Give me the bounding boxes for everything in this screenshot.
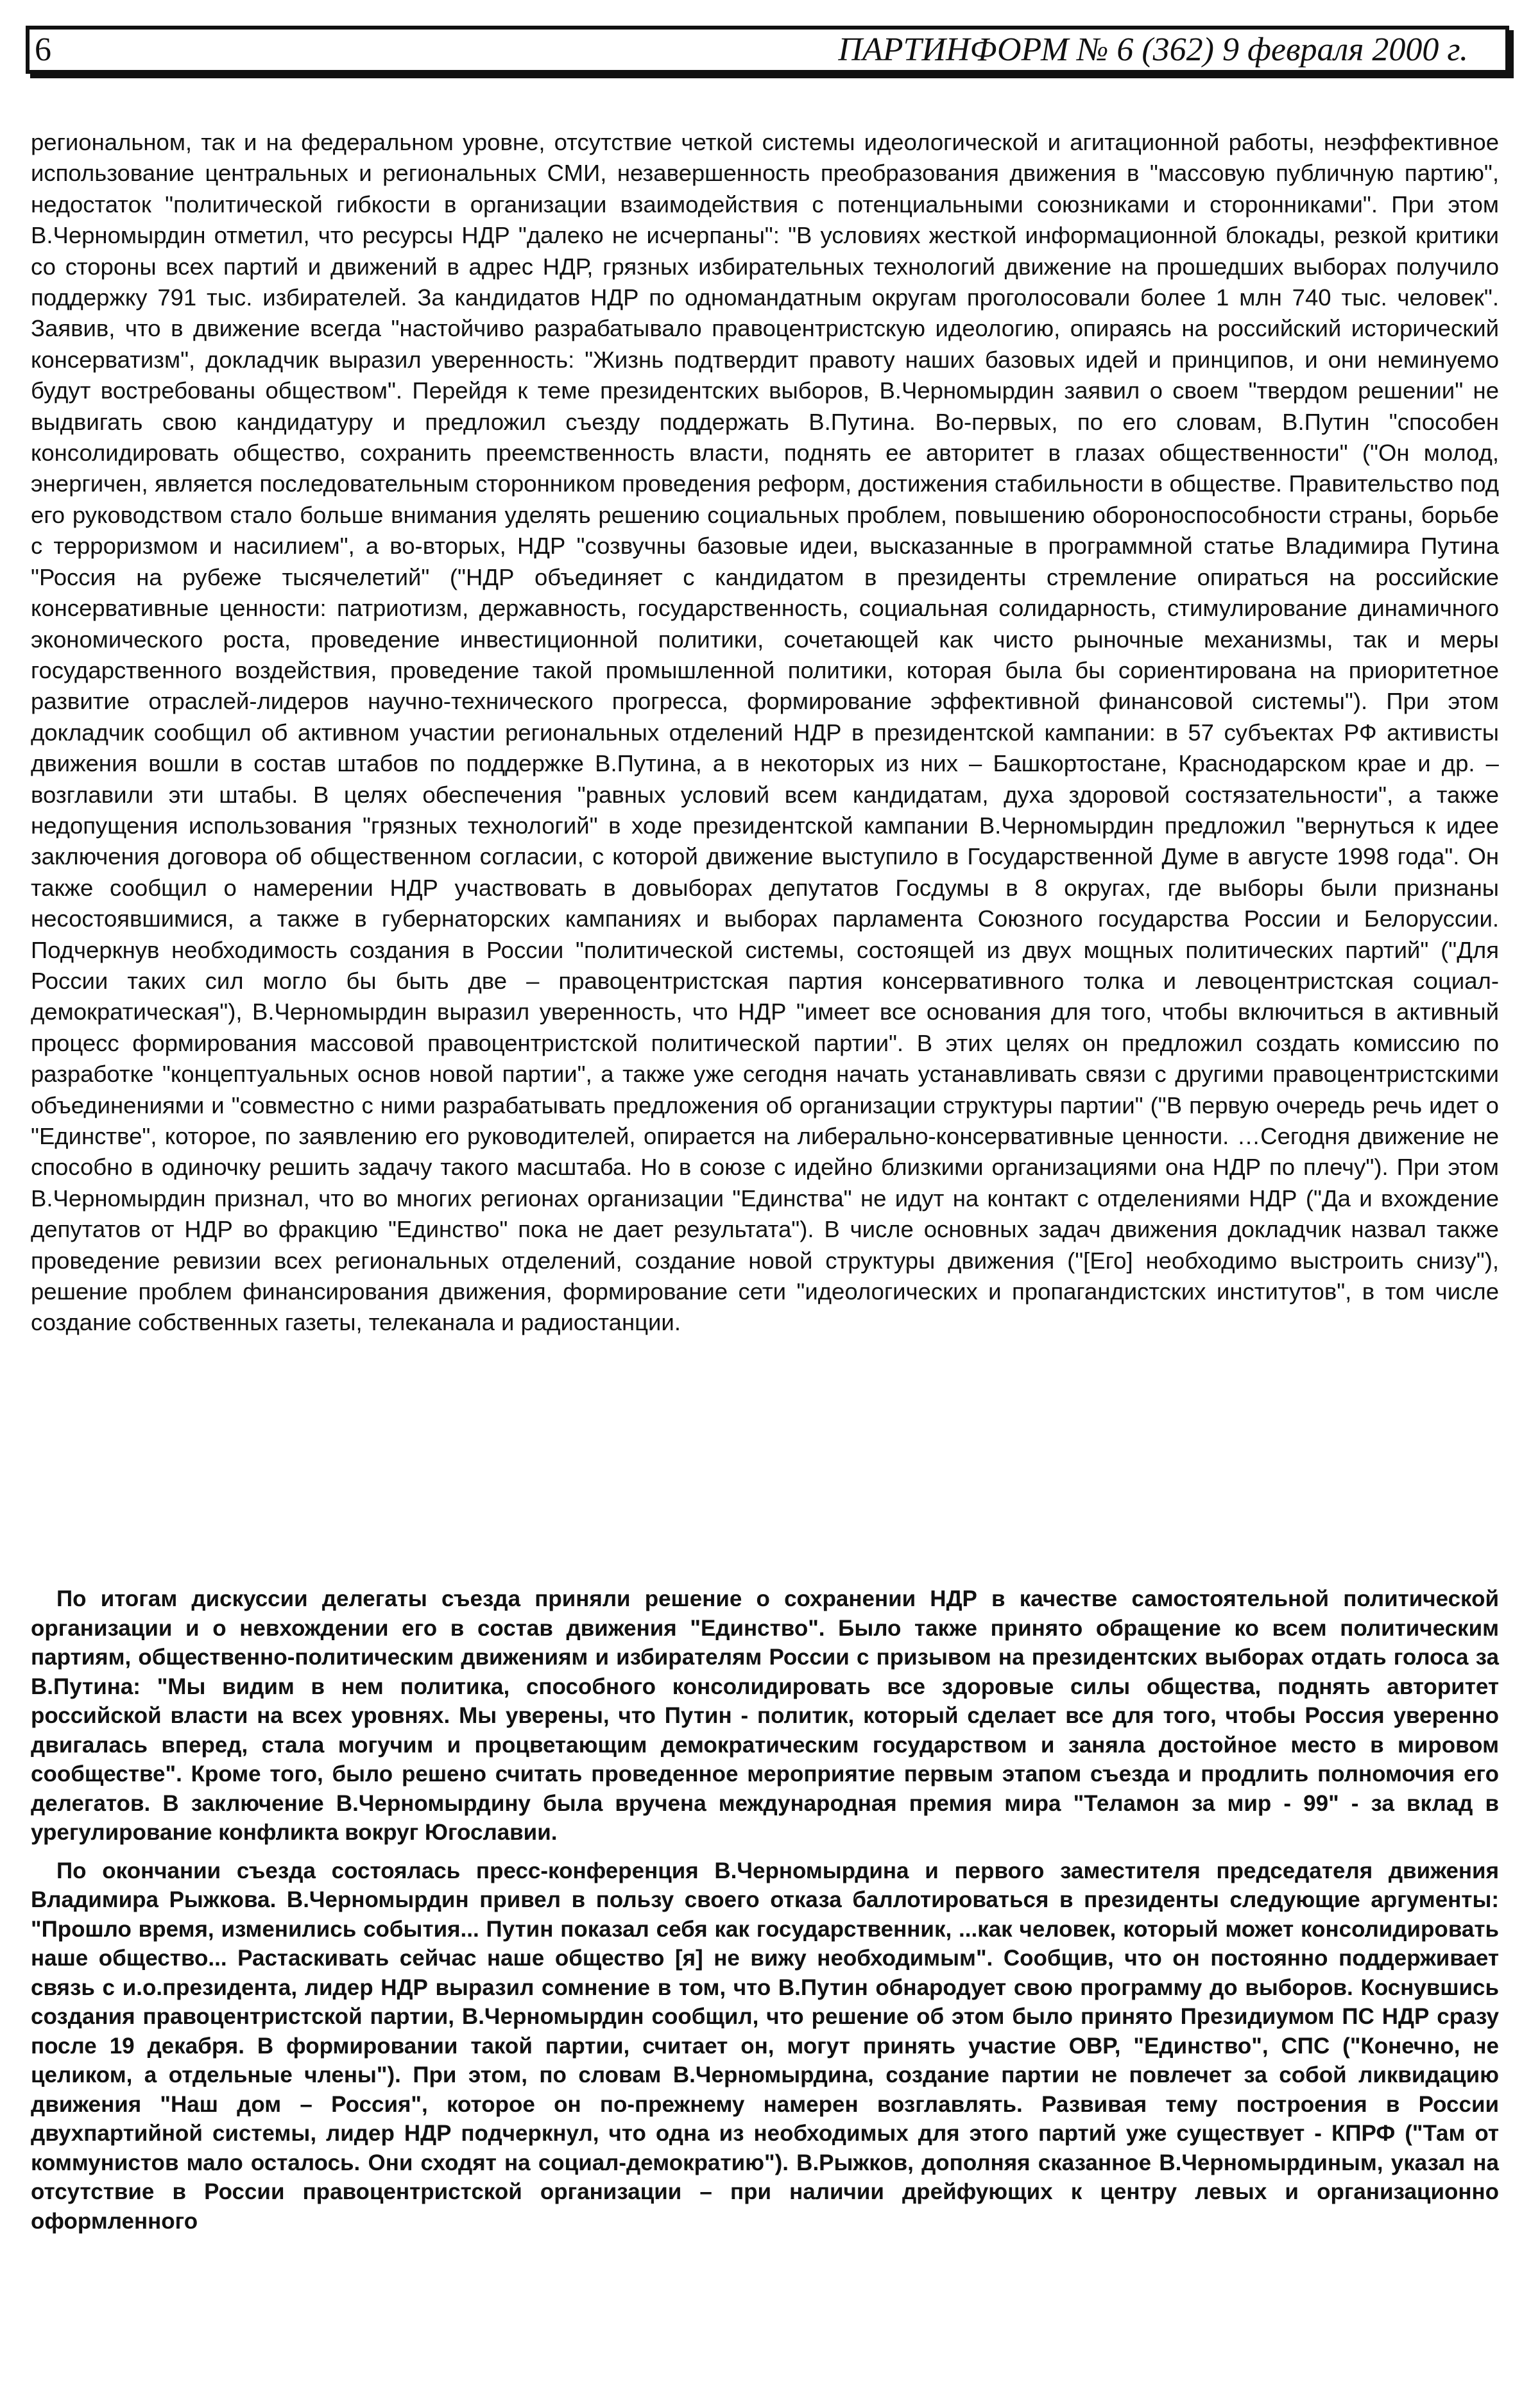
issue-line: ПАРТИНФОРМ № 6 (362) 9 февраля 2000 г. xyxy=(838,31,1468,68)
page-number: 6 xyxy=(35,31,51,68)
article-body xyxy=(31,127,1499,1339)
page-header xyxy=(26,26,1509,74)
article-paragraph: региональном, так и на федеральном уровне, отсутствие четкой системы идеологической и агитационной работы, неэффективное использование центральных и региональных СМИ, незавершенность преобразования движения в "массовую публичную партию", недостаток "политической гибкости в организации взаимодействия с потенциальными союзниками и сторонниками". При этом В.Черномырдин отметил, что ресурсы НДР "далеко не исчерпаны": "В условиях жесткой информационной блокады, резкой критики со стороны всех партий и движений в адрес НДР, грязных избирательных технологий движение на прошедших выборах получило поддержку 791 тыс. избирателей. За кандидатов НДР по одномандатным округам проголосовали более 1 млн 740 тыс. человек". Заявив, что в движение всегда "настойчиво разрабатывало правоцентристскую идеологию, опираясь на российский исторический консерватизм", докладчик выразил уверенность: "Жизнь подтвердит правоту наших базовых идей и принципов, и они неминуемо будут востребованы обществом". Перейдя к теме президентских выборов, В.Черномырдин заявил о своем "твердом решении" не выдвигать свою кандидатуру и предложил съезду поддержать В.Путина. Во-первых, по его словам, В.Путин "способен консолидировать общество, сохранить преемственность власти, поднять ее авторитет в глазах общественности" ("Он молод, энергичен, является последовательным сторонником проведения реформ, достижения стабильности в обществе. Правительство под его руководством стало больше внимания уделять решению социальных проблем, повышению обороноспособности страны, борьбе с терроризмом и насилием", а во-вторых, НДР "созвучны базовые идеи, высказанные в программной статье Владимира Путина "Россия на рубеже тысячелетий" ("НДР объединяет с кандидатом в президенты стремление опираться на российские консервативные ценности: патриотизм, державность, государственность, социальная солидарность, стимулирование динамичного экономического роста, проведение инвестиционной политики, сочетающей как чисто рыночные механизмы, так и меры государственного воздействия, проведение такой промышленной политики, которая была бы сориентирована на приоритетное развитие отраслей-лидеров научно-технического прогресса, формирование эффективной финансовой системы"). При этом докладчик сообщил об активном участии региональных отделений НДР в президентской кампании: в 57 субъектах РФ активисты движения вошли в состав штабов по поддержке В.Путина, а в некоторых из них – Башкортостане, Краснодарском крае и др. – возглавили эти штабы. В целях обеспечения "равных условий всем кандидатам, духа здоровой состязательности", а также недопущения использования "грязных технологий" в ходе президентской кампании В.Черномырдин предложил "вернуться к идее заключения договора об общественном согласии, с которой движение выступило в Государственной Думе в августе 1998 года". Он также сообщил о намерении НДР участвовать в довыборах депутатов Госдумы в 8 округах, где выборы были признаны несостоявшимися, а также в губернаторских кампаниях и выборах парламента Союзного государства России и Белоруссии. Подчеркнув необходимость создания в России "политической системы, состоящей из двух мощных политических партий" ("Для России таких сил могло бы быть две – правоцентристская партия консервативного толка и левоцентристская социал-демократическая"), В.Черномырдин выразил уверенность, что НДР "имеет все основания для того, чтобы включиться в активный процесс формирования массовой правоцентристской политической партии". В этих целях он предложил создать комиссию по разработке "концептуальных основ новой партии", а также уже сегодня начать устанавливать связи с другими правоцентристскими объединениями и "совместно с ними разрабатывать предложения об организации структуры партии" ("В первую очередь речь идет о "Единстве", которое, по заявлению его руководителей, опирается на либерально-консервативные ценности. …Сегодня движение не способно в одиночку решить задачу такого масштаба. Но в союзе с идейно близкими организациями она НДР по плечу"). При этом В.Черномырдин признал, что во многих регионах организации "Единства" не идут на контакт с отделениями НДР ("Да и вхождение депутатов от НДР во фракцию "Единство" пока не дает результата"). В числе основных задач движения докладчик назвал также проведение ревизии всех региональных отделений, создание новой структуры движения ("[Его] необходимо выстроить снизу"), решение проблем финансирования движения, формирование сети "идеологических и пропагандистских институтов", в том числе создание собственных газеты, телеканала и радиостанции. xyxy=(31,129,1499,1336)
article-paragraph: По итогам дискуссии делегаты съезда приняли решение о сохранении НДР в качестве самостоятельной политической организации и о невхождении его в состав движения "Единство". Было также принято обращение ко всем политическим партиям, общественно-политическим движениям и избирателям России с призывом на президентских выборах отдать голоса за В.Путина: "Мы видим в нем политика, способного консолидировать все здоровые силы общества, поднять авторитет российской власти на всех уровнях. Мы уверены, что Путин - политик, который сделает все для того, чтобы Россия уверенно двигалась вперед, стала могучим и процветающим демократическим государством и заняла достойное место в мировом сообществе". Кроме того, было решено считать проведенное мероприятие первым этапом съезда и продлить полномочия его делегатов. В заключение В.Черномырдину была вручена международная премия мира "Теламон за мир - 99" - за вклад в урегулирование конфликта вокруг Югославии. xyxy=(31,1586,1499,1845)
article-bold-section xyxy=(31,1584,1499,2245)
article-paragraph: По окончании съезда состоялась пресс-конференция В.Черномырдина и первого заместителя председателя движения Владимира Рыжкова. В.Черномырдин привел в пользу своего отказа баллотироваться в президенты следующие аргументы: "Прошло время, изменились события... Путин показал себя как государственник, ...как человек, который может консолидировать наше общество... Растаскивать сейчас наше общество [я] не вижу необходимым". Сообщив, что он постоянно поддерживает связь с и.о.президента, лидер НДР выразил сомнение в том, что В.Путин обнародует свою программу до выборов. Коснувшись создания правоцентристской партии, В.Черномырдин сообщил, что решение об этом было принято Президиумом ПС НДР сразу после 19 декабря. В формировании такой партии, считает он, могут принять участие ОВР, "Единство", СПС ("Конечно, не целиком, а отдельные члены"). При этом, по словам В.Черномырдина, создание партии не повлечет за собой ликвидацию движения "Наш дом – Россия", которое он по-прежнему намерен возглавлять. Развивая тему построения в России двухпартийной системы, лидер НДР подчеркнул, что одна из необходимых для этого партий уже существует - КПРФ ("Там от коммунистов мало осталось. Они сходят на социал-демократию"). В.Рыжков, дополняя сказанное В.Черномырдиным, указал на отсутствие в России правоцентристской организации – при наличии дрейфующих к центру левых и организационно оформленного xyxy=(31,1858,1499,2234)
